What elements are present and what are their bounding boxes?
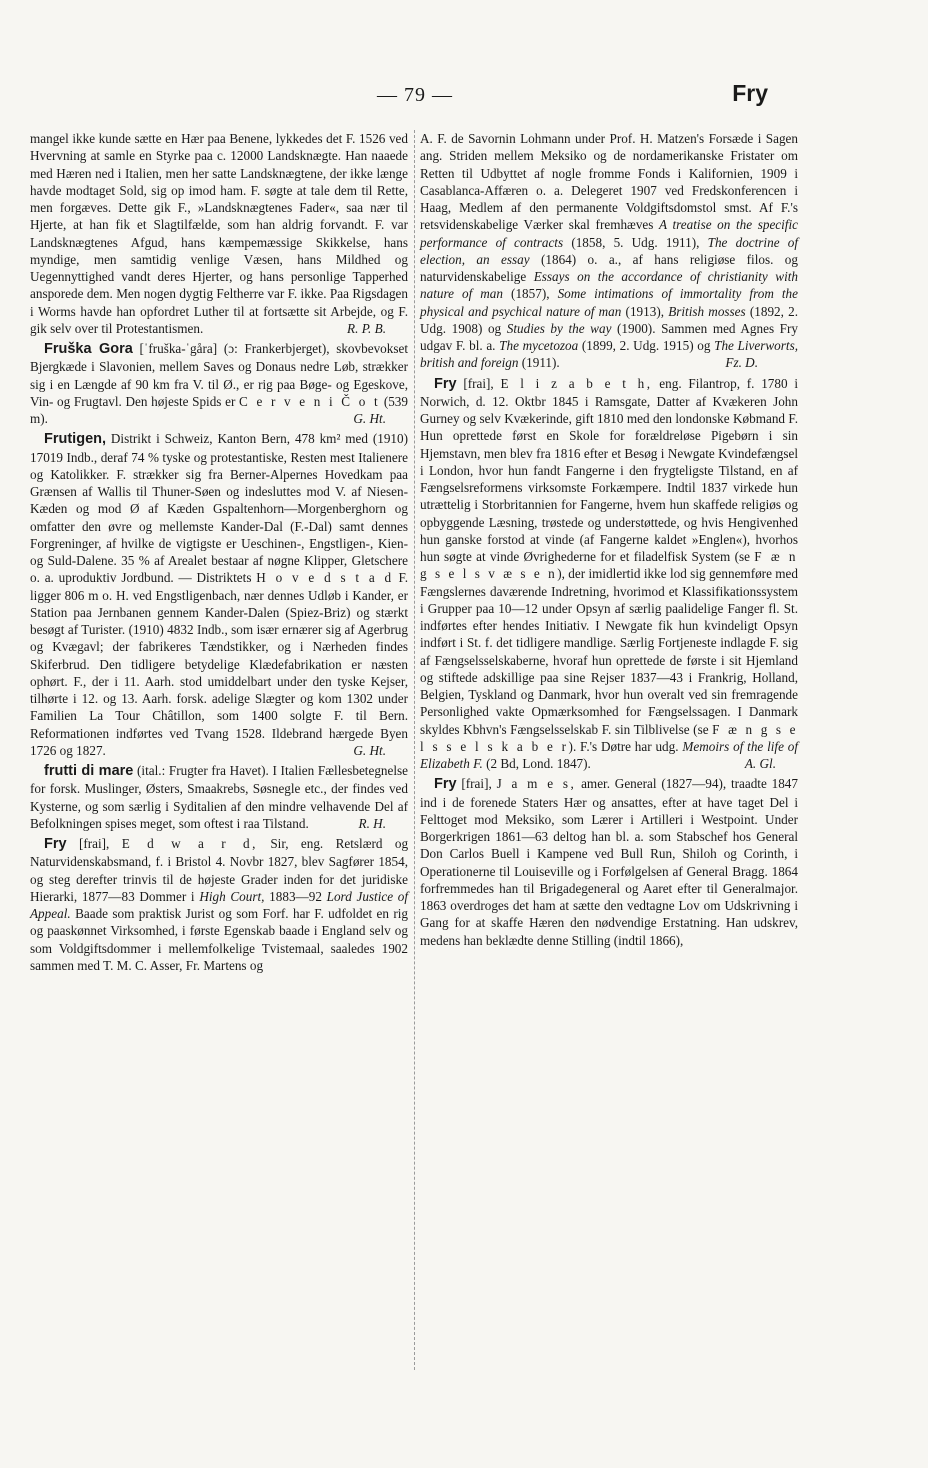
page-number: — 79 — — [377, 84, 453, 106]
italic-title: High Court, — [199, 888, 265, 904]
entry-text: Distrikt i Schweiz, Kanton Bern, 478 km² med (1910) 17019 Indb., deraf 74 % tyske og protestantiske, Resten mest Italienere og Katolikker. F. strækker sig fra Berner-Alpernes Hovedkam paa Grænsen af Wallis til Thuner-Søen og indesluttes mod V. af Niesen-Kæden og mod Ø af Kæden Gspaltenhorn—Morgenberghorn og omfatter den øvre og mellemste Kander-Dal (F.-Dal) samt dennes Forgreninger, af hvilke de vigtigste er Ueschinen-, Engstligen-, Kien- og Suld-Dalene. 35 % af Arealet bestaar af nøgne Klipper, Gletschere o. a. uproduktiv Jordbund. — Distriktets — [30, 431, 408, 586]
right-column — [420, 130, 798, 952]
entry-text: (1858, 5. Udg. 1911), — [571, 234, 700, 250]
entry-text: (1900). Sammen med Agnes Fry udgav F. bl. a. — [420, 320, 798, 353]
italic-title: Lord Justice of Appeal. — [30, 888, 409, 921]
entry-frutti-di-mare — [30, 762, 408, 832]
entry-headword: Fruška Gora — [44, 341, 133, 357]
italic-title: British mosses — [668, 303, 746, 319]
cross-reference: F æ n g s e l s s e l s k a b e r — [420, 721, 798, 754]
italic-title: Some intimations of immortality from the physical and psychical nature of man — [420, 286, 799, 319]
left-column — [30, 130, 408, 977]
italic-title: Memoirs of the life of Elizabeth F. — [420, 738, 799, 771]
entry-frutigen — [30, 430, 408, 759]
author-signature: G. Ht. — [353, 742, 386, 758]
spaced-term: J a m e s, — [496, 776, 577, 792]
entry-text: (1899, 2. Udg. 1915) og — [581, 338, 711, 353]
entry-text: 1883—92 — [269, 888, 322, 904]
entry-text: (1913), — [625, 303, 665, 319]
entry-fry-edward — [30, 835, 408, 974]
author-signature: R. P. B. — [347, 320, 386, 336]
entry-text: A. F. de Savornin Lohmann under Prof. H. Matzen's Forsæde i Sagen ang. Striden mellem Meksiko og de nordamerikanske Fristater om Retten til Udbyttet af nogle fromme Fonds i Kalifornien, 1909 i Casablanca-Affæren o. a. Delegeret 1907 ved Fredskonferencen i Haag, Medlem af den permanente Voldgiftsdomstol smst. Af F.'s retsvidenskabelige Værker skal fremhæves — [420, 131, 798, 233]
italic-title: A treatise on the specific performance of contracts — [420, 217, 798, 250]
entry-text: [frai], — [78, 836, 110, 851]
entry-text: (539 m). — [30, 393, 408, 426]
entry-text: Baade som praktisk Jurist og som Forf. har F. udfoldet en rig og paaskønnet Virksomhed, i første Egenskab baade i England selv og som Voldgiftsdommer i mellemfolkelige Tvistemaal, saaledes 1902 sammen med T. M. C. Asser, Fr. Martens og — [30, 906, 409, 973]
entry-text: (1864) o. a., af hans religiøse filos. og naturvidenskabelige — [420, 251, 798, 284]
entry-text: [frai], — [461, 776, 492, 792]
italic-title: Essays on the accordance of christianity with nature of man — [420, 269, 798, 302]
spaced-term: E l i z a b e t h, — [500, 375, 653, 391]
spaced-term: H o v e d s t a d — [256, 570, 394, 586]
column-divider — [414, 130, 415, 1370]
page-header — [0, 78, 928, 118]
entry-headword: Fry — [44, 836, 67, 852]
entry-fry-james — [420, 775, 798, 949]
spaced-term: C e r v e n i Č o t — [239, 393, 381, 409]
entry-text: [ˈfruška-ˈgåra] (ɔ: Frankerbjerget), skovbevokset Bjergkæde i Slavonien, mellem Saves og Donaus nedre Løb, strækker sig i en Længde af 90 km fra V. til Ø., er rig paa Bøge- og Egeskove, Vin- og Frugtavl. Den højeste Spids er — [30, 341, 409, 409]
entry-text: ). F.'s Døtre har udg. — [568, 738, 679, 754]
italic-title: Studies by the way — [506, 320, 612, 336]
entry-text: amer. General (1827—94), traadte 1847 ind i de forenede Staters Hær og ansattes, efter at have taget Del i Felttoget mod Meksiko, som Lærer i Artilleri i Westpoint. Under Borgerkrigen 1861—63 deltog han bl. a. som Stabschef hos General Don Carlos Buell i Kampene ved Bull Run, Shiloh og Corinth, i Operationerne til Louiseville og i Forfølgelsen af General Bragg. 1864 forfremmedes han til Brigadegeneral og Aaret efter til Generalmajor. 1863 overdroges det ham at sætte den vedtagne Lov om Udskrivning i Gang for at skaffe Hæren den nødvendige Erstatning. Han udskrev, medens han beklædte denne Stilling (indtil 1866), — [420, 776, 798, 948]
italic-title: The Liverworts, british and foreign — [420, 338, 798, 371]
entry-fry-edward-continued — [420, 130, 798, 372]
entry-headword: frutti di mare — [44, 763, 134, 779]
author-signature: G. Ht. — [353, 411, 386, 426]
entry-text: F. ligger 806 m o. H. ved Engstligenbach, nær dennes Udløb i Kander, er Station paa Jernbanen gennem Kander-Dalen (Spiez-Briz) og stærkt besøgt af Turister. (1910) 4832 Indb., som især ernærer sig af Agerbrug og Kvægavl; der fabrikeres Tændstikker, og i Nærheden findes Skiferbrud. Den tidligere betydelige Klædefabrikation er næsten ophørt. F., der i 11. Aarh. stod umiddelbart under den tyske Kejser, tilhørte i 12. og 13. Aarh. forsk. adelige Slægter og kom 1302 under Familien La Tour Châtillon, som 1400 solgte F. til Bern. Reformationen indførtes ved Tvang 1528. Ildebrand hærgede Byen 1726 og 1827. — [30, 570, 409, 758]
entry-frundsberg-continued — [30, 130, 408, 337]
entry-text: Sir, eng. Retslærd og Naturvidenskabsmand, f. i Bristol 4. Novbr 1827, blev Sagfører 1854, og steg derefter trinvis til de højeste Grader inden for det juridiske Hierarki, 1877—83 Dommer i — [30, 836, 409, 904]
entry-headword: Frutigen, — [44, 431, 107, 448]
running-head: Fry — [732, 80, 768, 106]
author-signature: Fz. D. — [725, 355, 758, 371]
entry-fruska-gora — [30, 340, 408, 427]
entry-text: (1911). — [521, 355, 560, 371]
entry-text: (1857), — [511, 286, 550, 302]
entry-text: (1892, 2. Udg. 1908) og — [420, 303, 798, 336]
entry-text: (2 Bd, Lond. 1847). — [486, 756, 591, 771]
entry-text: eng. Filantrop, f. 1780 i Norwich, d. 12. Oktbr 1845 i Ramsgate, Datter af Kvækeren John Gurney og selv Kvækerinde, gift 1810 med den londonske Købmand F. Hun oprettede først en Skole for forældreløse Pigebørn i sin Hjemstavn, men blev fra 1816 efter et Besøg i Newgate Kvindefængsel i London, hvor hun fandt Fangerne i den frygteligste Tilstand, en af Fængselsreformens virksomste Forkæmpere. Indtil 1837 virkede hun utrættelig i Storbritannien for Fangerne, hvem hun skaffede religiøs og opbyggende Læsning, trøstede og understøttede, og hvis Hengivenhed hun ganske forstod at vinde (af Fangerne kaldet »Englen«), hvorhos hun søgte at vinde Øvrighederne for et filadelfisk System (se — [420, 375, 799, 564]
italic-title: The mycetozoa — [499, 338, 579, 353]
entry-text: mangel ikke kunde sætte en Hær paa Benene, lykkedes det F. 1526 ved Hvervning at samle en Styrke paa c. 12000 Landsknægte. Han naaede med Hæren ned i Italien, men her satte Landsknægtene, der ikke længe havde modtaget Sold, sig op imod ham. F. søgte at tale dem til Rette, men forgæves. Dette gik F., »Landsknægtenes Fader«, saa nær til Hjerte, at han fik et Slagtilfælde, som han aldrig forvandt. F. var Landsknægtenes Afgud, hans kæmpemæssige Skikkelse, hans myndige, men samtidig venlige Væsen, hans Mildhed og Uegennyttighed vandt deres Hjerter, og hans personlige Tapperhed ansporede dem. Men nogen dygtig Feltherre var F. ikke. Paa Rigsdagen i Worms havde han opfordret Luther til at fortsætte sit Arbejde, og F. gik selv over til Protestantismen. — [30, 131, 408, 336]
entry-fry-elizabeth — [420, 375, 798, 773]
italic-title: The doctrine of election, an essay — [420, 234, 798, 267]
spaced-term: E d w a r d, — [121, 836, 258, 851]
entry-headword: Fry — [434, 776, 457, 793]
author-signature: A. Gl. — [744, 756, 776, 771]
entry-headword: Fry — [434, 375, 457, 392]
entry-text: [frai], — [463, 375, 494, 391]
entry-text: (ital.: Frugter fra Havet). I Italien Fællesbetegnelse for forsk. Muslinger, Østers, Smaakrebs, Søsnegle etc., der findes ved Kysterne, og som særlig i Syditalien af den mindre velhavende Del af Befolkningen spises meget, som oftest i raa Tilstand. — [30, 763, 409, 831]
author-signature: R. H. — [358, 815, 386, 831]
entry-text: ), der imidlertid ikke lod sig gennemføre med Fængslernes daværende Indretning, hvorimod et Klassifikationssystem i Grupper paa 10—12 under Opsyn af særlig paalidelige Fanger fl. St. indførtes efter hendes Initiativ. I Newgate fik hun kvindeligt Opsyn indført i St. f. det tidligere mandlige. Særlig Fortjeneste indlagde F. sig af Fængselsselskaberne, hvoraf hun oprettede de første i sit Hjemland og stiftede adskillige paa sine Rejser 1837—43 i Frankrig, Holland, Belgien, Tyskland og Danmark, hvor hun overalt ved sin fremragende Personlighed vakte Opmærksomhed for Fængselssagen. I Danmark skyldes Kbhvn's Fængselsselskab F. sin Tilblivelse (se — [420, 566, 798, 737]
cross-reference: F æ n g s e l s v æ s e n — [420, 549, 799, 582]
